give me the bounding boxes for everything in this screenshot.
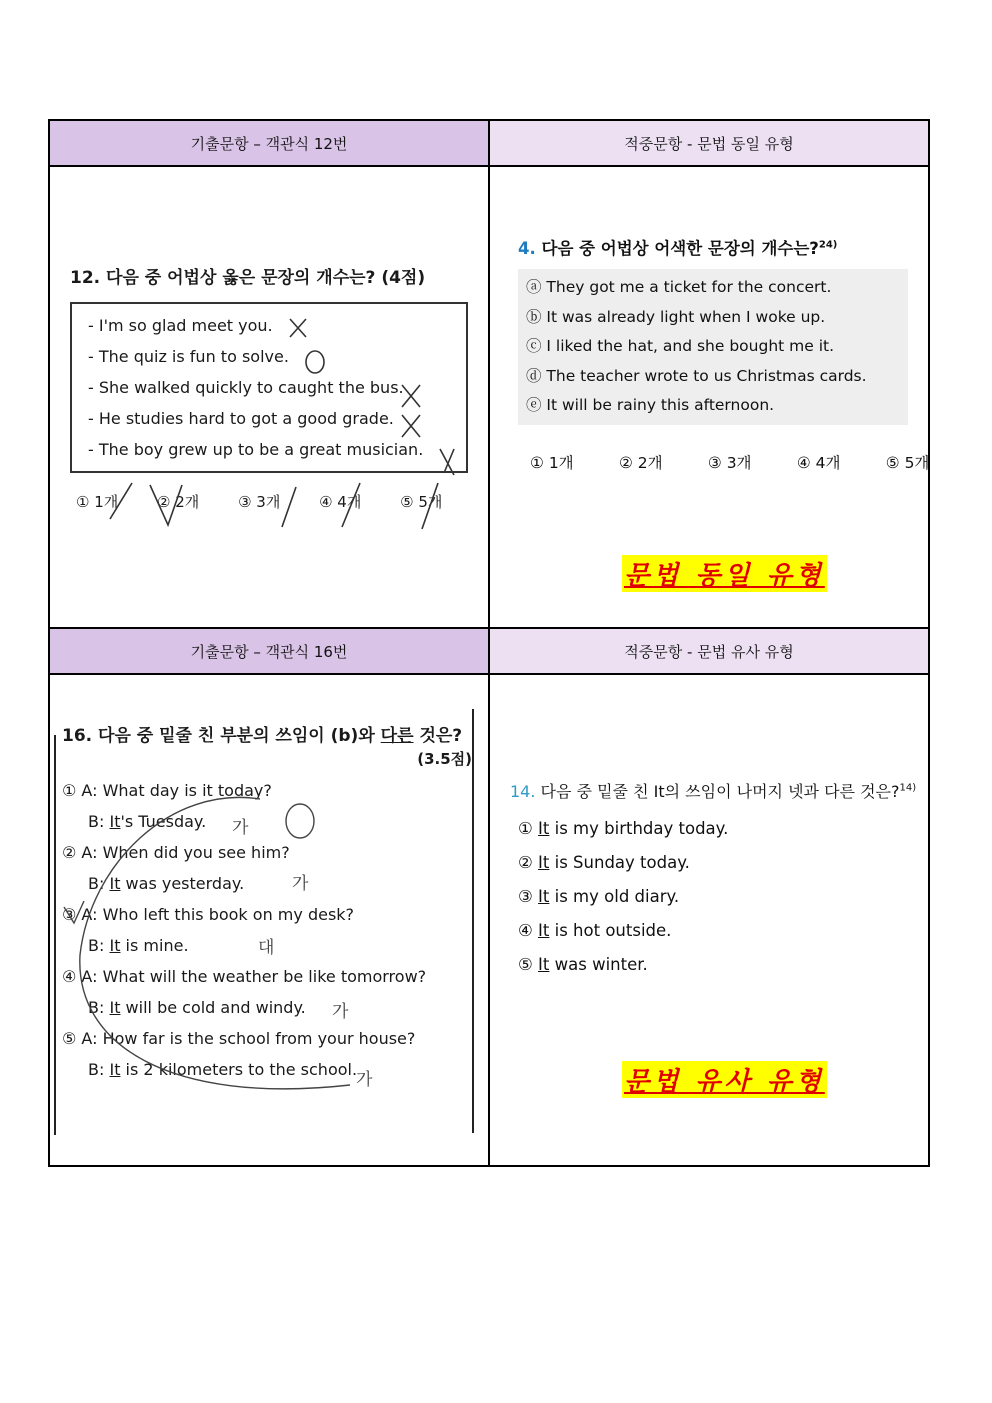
- handwritten-note: 가: [356, 1070, 373, 1090]
- line-text: was yesterday.: [120, 874, 245, 893]
- option-number: ④: [518, 921, 533, 940]
- choice: ② 2개: [618, 453, 663, 472]
- line-text: What day is it today?: [102, 781, 272, 800]
- choice: ③ 3개: [238, 493, 281, 511]
- title-text: 16. 다음 중 밑줄 친 부분의 쓰임이 (b)와: [62, 726, 381, 746]
- sentence: ⓐ They got me a ticket for the concert.: [526, 278, 832, 296]
- line-text: is 2 kilometers to the school.: [120, 1060, 358, 1079]
- comparison-table: [48, 119, 930, 1167]
- footnote-ref: 24): [818, 239, 838, 251]
- x-mark-icon: [402, 385, 420, 407]
- sentence: [518, 812, 916, 846]
- handwritten-note: 가: [332, 1002, 349, 1022]
- title-text: 것은?: [413, 726, 463, 746]
- sentence: [518, 880, 916, 914]
- sentence: [518, 846, 916, 880]
- line-text: will be cold and windy.: [120, 998, 306, 1017]
- sentence-box: [518, 269, 908, 425]
- header-target-same-type: 적중문항 - 문법 동일 유형: [489, 120, 929, 166]
- line-label: B:: [88, 1060, 105, 1079]
- underlined-it: It: [538, 887, 550, 906]
- exam-question-12-cell: [49, 166, 489, 628]
- circle-stroke: [80, 797, 350, 1088]
- same-type-badge: 문법 동일 유형: [622, 555, 827, 592]
- sentence-text: is my old diary.: [549, 887, 680, 906]
- choice: ⑤ 5개: [885, 453, 930, 472]
- line-label: B:: [88, 936, 105, 955]
- choice: ② 2개: [157, 493, 200, 511]
- underlined-it: It: [538, 921, 550, 940]
- exam-question-16-cell: [49, 674, 489, 1166]
- sentence-list: [510, 812, 916, 982]
- sentence-text: is my birthday today.: [549, 819, 729, 838]
- choice: ⑤ 5개: [400, 493, 443, 511]
- option-number: ②: [518, 853, 533, 872]
- choice: ① 1개: [76, 493, 119, 511]
- question-title: [510, 779, 916, 802]
- x-mark-icon: [440, 449, 454, 475]
- sentence: - I'm so glad meet you.: [88, 316, 273, 335]
- sentence-text: is hot outside.: [549, 921, 672, 940]
- sentence: [518, 948, 916, 982]
- option-number: ①: [518, 819, 533, 838]
- choice: ④ 4개: [796, 453, 841, 472]
- header-exam-12: 기출문항 – 객관식 12번: [49, 120, 489, 166]
- handwritten-note: 가: [292, 874, 309, 894]
- sentence: ⓑ It was already light when I woke up.: [526, 307, 826, 326]
- question-number: 14.: [510, 782, 536, 801]
- line-text: What will the weather be like tomorrow?: [102, 967, 427, 986]
- sentence-text: was winter.: [549, 955, 648, 974]
- line-text: How far is the school from your house?: [102, 1029, 416, 1048]
- line-label: B:: [88, 998, 105, 1017]
- x-mark-icon: [402, 415, 420, 437]
- points: (3.5점): [417, 750, 472, 768]
- underlined-it: It: [109, 812, 121, 831]
- underlined-it: It: [109, 874, 121, 893]
- header-target-similar-type: 적중문항 - 문법 유사 유형: [489, 628, 929, 674]
- question-title: [518, 235, 929, 259]
- header-exam-16: 기출문항 – 객관식 16번: [49, 628, 489, 674]
- question-number: 4.: [518, 239, 536, 258]
- sentence: ⓔ It will be rainy this afternoon.: [526, 396, 775, 414]
- sentence: [518, 914, 916, 948]
- target-question-14: [510, 779, 916, 982]
- question-text: 다음 중 어법상 어색한 문장의 개수는?: [541, 239, 819, 258]
- handwritten-marks: [50, 675, 490, 1165]
- answer-choices: [518, 451, 929, 473]
- footnote-ref: 14): [899, 782, 917, 794]
- line-label: ⑤ A:: [62, 1029, 98, 1048]
- target-question-4: [518, 235, 929, 473]
- check-mark-icon: [150, 485, 182, 525]
- choice: ④ 4개: [319, 493, 362, 511]
- line-text: is mine.: [120, 936, 189, 955]
- line-label: ① A:: [62, 781, 98, 800]
- question-text: 다음 중 밑줄 친 It의 쓰임이 나머지 넷과 다른 것은?: [540, 782, 900, 801]
- option-number: ⑤: [518, 955, 533, 974]
- line-label: ② A:: [62, 843, 98, 862]
- underlined-it: It: [109, 1060, 121, 1079]
- target-question-14-cell: [489, 674, 929, 1166]
- underlined-it: It: [538, 853, 550, 872]
- sentence: ⓓ The teacher wrote to us Christmas cards.: [526, 366, 867, 385]
- choice: ③ 3개: [707, 453, 752, 472]
- line-label: ④ A:: [62, 967, 98, 986]
- line-text: 's Tuesday.: [120, 812, 207, 831]
- underlined-it: It: [109, 998, 121, 1017]
- target-question-4-cell: [489, 166, 929, 628]
- circle-mark-icon: [306, 351, 324, 373]
- sentence: - The boy grew up to be a great musician.: [88, 440, 424, 459]
- underlined-it: It: [109, 936, 121, 955]
- option-number: ③: [518, 887, 533, 906]
- check-mark-icon: [64, 901, 84, 923]
- line-label: B:: [88, 812, 105, 831]
- circle-mark-icon: [286, 804, 314, 838]
- sentence: - The quiz is fun to solve.: [88, 347, 289, 366]
- question-title: 12. 다음 중 어법상 옳은 문장의 개수는? (4점): [70, 268, 426, 288]
- line-text: Who left this book on my desk?: [102, 905, 355, 924]
- line-text: When did you see him?: [102, 843, 290, 862]
- line-label: ③ A:: [62, 905, 98, 924]
- choice: ① 1개: [530, 453, 574, 472]
- title-underlined: 다른: [380, 726, 414, 746]
- line-label: B:: [88, 874, 105, 893]
- handwritten-note: 가: [232, 818, 249, 838]
- sentence: ⓒ I liked the hat, and she bought me it.: [526, 337, 835, 355]
- sentence-text: is Sunday today.: [549, 853, 690, 872]
- sentence: - She walked quickly to caught the bus.: [88, 378, 404, 397]
- sentence: - He studies hard to got a good grade.: [88, 409, 394, 428]
- similar-type-badge: 문법 유사 유형: [622, 1061, 827, 1098]
- underlined-it: It: [538, 819, 550, 838]
- handwritten-marks: [50, 167, 490, 627]
- handwritten-note: 대: [258, 938, 275, 958]
- underlined-it: It: [538, 955, 550, 974]
- x-mark-icon: [290, 319, 306, 337]
